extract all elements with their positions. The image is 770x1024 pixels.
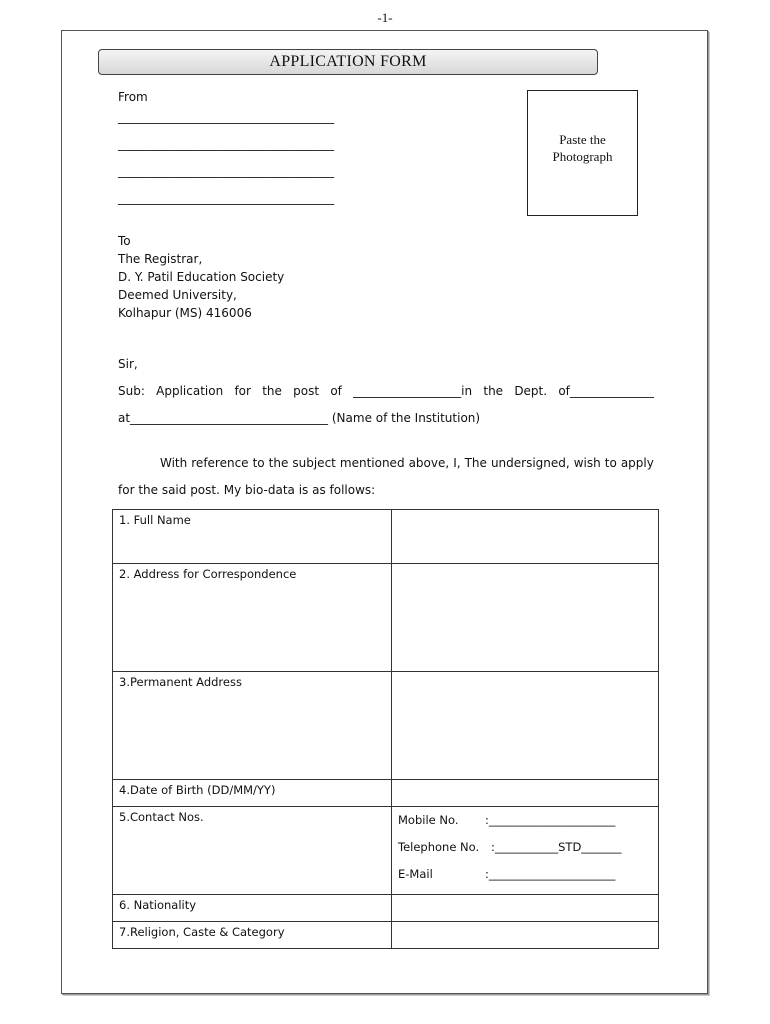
body-word: above, [408, 456, 450, 470]
nationality-field[interactable] [392, 895, 659, 922]
from-label: From [118, 90, 148, 104]
subject-word: the [262, 384, 282, 398]
body-word: wish [573, 456, 601, 470]
row-label: 3.Permanent Address [113, 672, 392, 780]
page-number: -1- [377, 10, 393, 25]
address-line: D. Y. Patil Education Society [118, 270, 285, 284]
salutation: Sir, [118, 357, 138, 371]
subject-word: of [330, 384, 342, 398]
correspondence-address-field[interactable] [392, 564, 659, 672]
subject-word: the [483, 384, 504, 398]
body-word: to [604, 456, 617, 470]
table-row [113, 564, 659, 672]
biodata-table [112, 509, 659, 949]
from-line-1[interactable]: ____________________________________ [118, 110, 334, 124]
row-label: 6. Nationality [113, 895, 392, 922]
subject-word: Sub: [118, 384, 145, 398]
email-label: E-Mail [398, 867, 433, 881]
photo-text-line-1: Paste the [559, 132, 606, 147]
permanent-address-field[interactable] [392, 672, 659, 780]
body-word: reference [191, 456, 249, 470]
table-row [113, 807, 659, 895]
body-word: With [160, 456, 188, 470]
mobile-blank[interactable]: :______________________ [485, 813, 616, 827]
mobile-line[interactable] [398, 810, 652, 837]
form-title: APPLICATION FORM [98, 49, 598, 75]
body-word: The [464, 456, 487, 470]
telephone-line[interactable] [398, 837, 652, 864]
subject-word: post [293, 384, 320, 398]
full-name-field[interactable] [392, 510, 659, 564]
body-word: subject [292, 456, 336, 470]
body-word: mentioned [339, 456, 405, 470]
address-line: The Registrar, [118, 252, 203, 266]
from-line-2[interactable]: ____________________________________ [118, 137, 334, 151]
table-row [113, 510, 659, 564]
subject-word: for [234, 384, 251, 398]
recipient-address [118, 232, 284, 322]
table-row [113, 780, 659, 807]
email-blank[interactable]: :______________________ [485, 867, 616, 881]
email-line[interactable] [398, 864, 652, 891]
photo-placeholder [527, 90, 638, 216]
row-label: 1. Full Name [113, 510, 392, 564]
row-label: 7.Religion, Caste & Category [113, 922, 392, 949]
mobile-label: Mobile No. [398, 813, 459, 827]
body-paragraph-line-1 [160, 456, 654, 470]
table-row [113, 895, 659, 922]
address-line: Deemed University, [118, 288, 237, 302]
post-blank[interactable]: __________________in [353, 384, 473, 398]
dept-blank[interactable]: of______________ [558, 384, 654, 398]
telephone-blank[interactable]: :___________STD_______ [491, 840, 622, 854]
from-line-4[interactable]: ____________________________________ [118, 191, 334, 205]
telephone-label: Telephone No. [398, 840, 480, 854]
row-label: 4.Date of Birth (DD/MM/YY) [113, 780, 392, 807]
to-label: To [118, 234, 131, 248]
photo-text-line-2: Photograph [552, 149, 613, 164]
table-row [113, 672, 659, 780]
religion-caste-category-field[interactable] [392, 922, 659, 949]
from-line-3[interactable]: ____________________________________ [118, 164, 334, 178]
row-label: 2. Address for Correspondence [113, 564, 392, 672]
institution-line[interactable]: at_________________________________ (Name of the Institution) [118, 411, 481, 425]
body-paragraph-line-2: for the said post. My bio-data is as follows: [118, 483, 376, 497]
body-word: the [268, 456, 289, 470]
subject-line [118, 384, 654, 398]
body-word: to [252, 456, 265, 470]
table-row [113, 922, 659, 949]
body-word: I, [453, 456, 461, 470]
contact-numbers-cell [392, 807, 659, 895]
address-line: Kolhapur (MS) 416006 [118, 306, 252, 320]
date-of-birth-field[interactable] [392, 780, 659, 807]
subject-word: Application [156, 384, 224, 398]
row-label: 5.Contact Nos. [113, 807, 392, 895]
subject-word: Dept. [514, 384, 548, 398]
body-word: apply [620, 456, 654, 470]
body-word: undersigned, [490, 456, 570, 470]
